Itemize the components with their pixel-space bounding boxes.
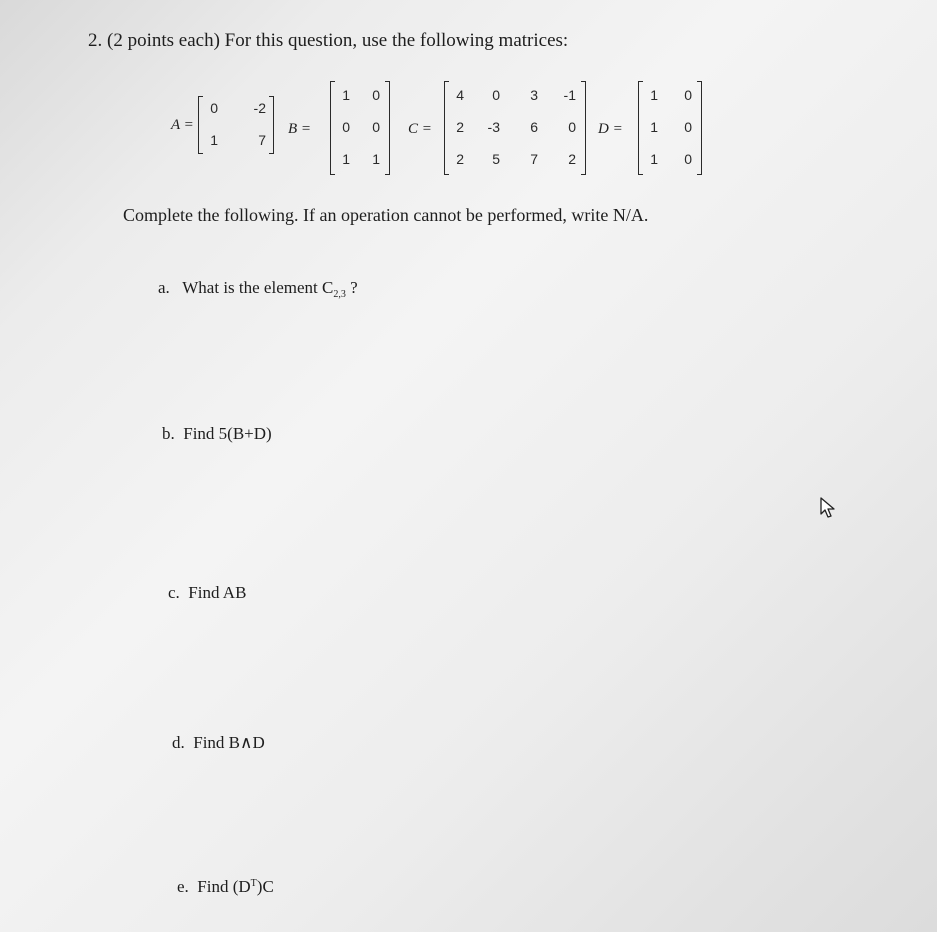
matrix-d-label: D = [598, 121, 623, 137]
matrix-b-cell: 0 [372, 87, 380, 103]
matrix-b-left-bracket [330, 81, 335, 175]
part-e [177, 877, 274, 897]
matrix-d-cell: 1 [650, 119, 658, 135]
matrix-a-label: A = [171, 117, 194, 133]
matrix-a-left-bracket [198, 96, 203, 154]
part-d [172, 733, 265, 753]
matrix-d [638, 81, 702, 175]
matrix-c-cell: -1 [563, 87, 576, 103]
part-a-suffix: ? [350, 278, 358, 297]
matrix-d-cell: 1 [650, 151, 658, 167]
matrix-c-cell: 2 [456, 119, 464, 135]
matrix-c-cell: 2 [456, 151, 464, 167]
part-e-prefix: e. [177, 877, 189, 896]
matrix-c-cell: 4 [456, 87, 464, 103]
matrix-b [330, 81, 390, 175]
matrix-b-label: B = [288, 121, 312, 137]
matrix-d-cell: 0 [684, 87, 692, 103]
part-c-text: Find AB [188, 583, 247, 602]
part-e-suffix: )C [256, 877, 274, 896]
matrix-b-cell: 1 [372, 151, 380, 167]
matrix-c-right-bracket [581, 81, 586, 175]
matrix-d-cell: 1 [650, 87, 658, 103]
matrix-d-cell: 0 [684, 119, 692, 135]
question-title: 2. (2 points each) For this question, use the following matrices: [88, 30, 569, 51]
mouse-pointer-icon [820, 497, 836, 524]
part-a-text: What is the element C [182, 278, 334, 297]
part-a [158, 278, 358, 300]
part-b-prefix: b. [162, 424, 175, 443]
part-b-text: Find 5(B+D) [183, 424, 272, 443]
matrix-c-cell: 3 [530, 87, 538, 103]
part-c-prefix: c. [168, 583, 180, 602]
matrix-a-cell: 7 [258, 132, 266, 148]
part-d-text: Find B∧D [193, 733, 265, 752]
part-e-text: Find (D [197, 877, 251, 896]
matrix-c-cell: 0 [568, 119, 576, 135]
part-a-prefix: a. [158, 278, 170, 297]
matrix-a-cell: 1 [210, 132, 218, 148]
matrix-c-label: C = [408, 121, 432, 137]
part-b [162, 424, 272, 444]
part-c [168, 583, 246, 603]
matrix-a-right-bracket [269, 96, 274, 154]
part-d-prefix: d. [172, 733, 185, 752]
matrix-a [198, 96, 274, 154]
mouse-pointer-icon-svg [820, 497, 836, 519]
part-e-superscript: T [250, 878, 257, 889]
matrix-b-right-bracket [385, 81, 390, 175]
matrix-a-cell: 0 [210, 100, 218, 116]
matrix-c [444, 81, 586, 175]
matrix-b-cell: 1 [342, 151, 350, 167]
matrix-c-cell: 0 [492, 87, 500, 103]
matrix-c-cell: 2 [568, 151, 576, 167]
matrix-b-cell: 0 [372, 119, 380, 135]
part-a-subscript: 2,3 [333, 289, 346, 300]
matrix-b-cell: 1 [342, 87, 350, 103]
matrix-c-cell: -3 [487, 119, 500, 135]
matrix-d-cell: 0 [684, 151, 692, 167]
matrix-c-left-bracket [444, 81, 449, 175]
matrix-c-cell: 7 [530, 151, 538, 167]
matrix-d-left-bracket [638, 81, 643, 175]
matrix-d-right-bracket [697, 81, 702, 175]
matrix-c-cell: 6 [530, 119, 538, 135]
instructions: Complete the following. If an operation cannot be performed, write N/A. [123, 205, 649, 225]
matrix-c-cell: 5 [492, 151, 500, 167]
matrix-a-cell: -2 [253, 100, 266, 116]
matrix-b-cell: 0 [342, 119, 350, 135]
